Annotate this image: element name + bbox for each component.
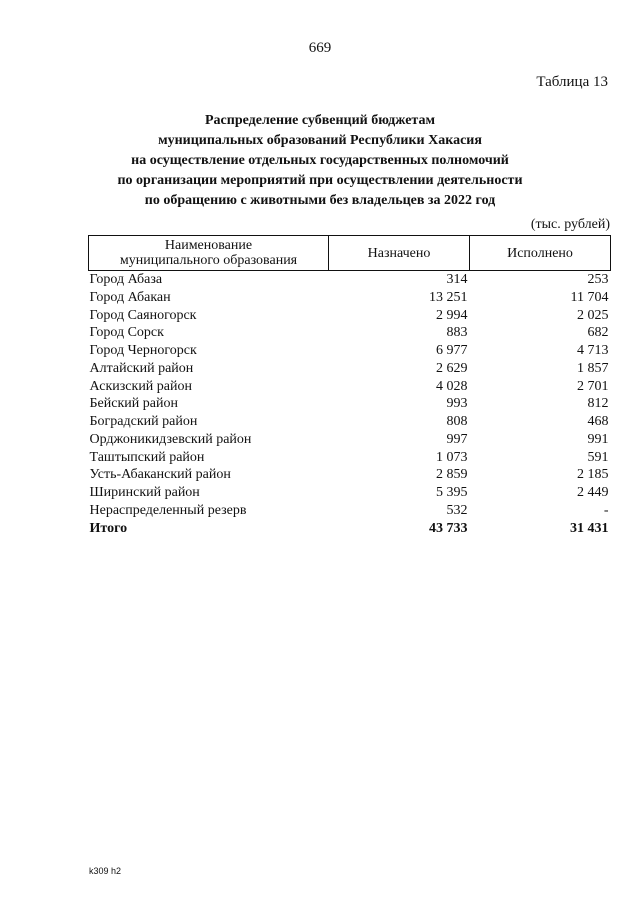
title-line: Распределение субвенций бюджетам [205, 113, 435, 128]
municipality-name: Орджоникидзевский район [89, 431, 252, 447]
executed-value: 4 713 [577, 343, 609, 358]
municipality-name: Таштыпский район [89, 449, 205, 465]
table-row [89, 289, 611, 307]
municipality-name: Город Сорск [89, 325, 164, 341]
assigned-value: 1 073 [436, 449, 468, 465]
table-row [89, 307, 611, 325]
header-municipality-line2: муниципального образования [119, 253, 298, 268]
table-row [89, 378, 611, 396]
table-row [89, 413, 611, 431]
municipality-name: Усть-Абаканский район [89, 467, 231, 483]
executed-value: 2 701 [577, 378, 609, 394]
table-row [89, 324, 611, 342]
executed-value: 11 704 [570, 289, 609, 305]
assigned-value: 5 395 [436, 485, 468, 500]
units-note: (тыс. рублей) [530, 217, 610, 232]
title-line: по обращению с животными без владельцев за 2022 год [144, 193, 496, 208]
executed-value: 1 857 [577, 360, 609, 376]
table-row [89, 360, 611, 378]
executed-value: 591 [587, 449, 609, 465]
header-municipality-line1: Наименование [164, 238, 253, 253]
municipality-name: Нераспределенный резерв [89, 502, 247, 518]
assigned-value: 4 028 [436, 378, 468, 394]
assigned-value: 808 [446, 414, 468, 429]
table-row [89, 431, 611, 449]
header-municipality [89, 236, 329, 271]
municipality-name: Ширинский район [89, 485, 200, 500]
executed-value: 253 [587, 272, 609, 287]
assigned-value: 6 977 [436, 343, 468, 358]
municipality-name: Город Абаза [89, 272, 163, 287]
executed-value: 991 [587, 431, 609, 447]
title-line: муниципальных образований Республики Хакасия [158, 133, 482, 148]
assigned-value: 2 629 [436, 360, 468, 376]
municipality-name: Город Абакан [89, 289, 171, 305]
document-title [80, 111, 560, 211]
table-total-row [89, 520, 611, 538]
executed-value: 682 [587, 325, 609, 341]
table-header-row [89, 236, 611, 271]
table-row [89, 449, 611, 467]
page-number: 669 [308, 40, 332, 56]
municipality-name: Итого [89, 520, 128, 536]
table-body [89, 271, 611, 538]
executed-value: - [603, 502, 609, 518]
municipality-name: Боградский район [89, 414, 198, 429]
table-row [89, 271, 611, 289]
table-row [89, 395, 611, 413]
assigned-value: 43 733 [429, 520, 468, 536]
executed-value: 468 [587, 414, 609, 429]
assigned-value: 997 [446, 431, 468, 447]
table-row [89, 466, 611, 484]
footer-code: k309 h2 [89, 866, 122, 876]
table-label: Таблица 13 [536, 74, 608, 90]
subventions-table [88, 235, 611, 537]
executed-value: 2 185 [577, 467, 609, 483]
title-line: по организации мероприятий при осуществлении деятельности [117, 173, 523, 188]
table-row [89, 484, 611, 502]
assigned-value: 13 251 [429, 289, 468, 305]
assigned-value: 314 [446, 272, 468, 287]
municipality-name: Алтайский район [89, 360, 194, 376]
assigned-value: 2 994 [436, 307, 468, 323]
executed-value: 2 025 [577, 307, 609, 323]
header-assigned: Назначено [329, 236, 470, 271]
assigned-value: 993 [446, 396, 468, 412]
assigned-value: 883 [446, 325, 468, 341]
municipality-name: Аскизский район [89, 378, 192, 394]
executed-value: 2 449 [577, 485, 609, 500]
table-row [89, 502, 611, 520]
municipality-name: Бейский район [89, 396, 178, 412]
municipality-name: Город Черногорск [89, 343, 197, 358]
table-row [89, 342, 611, 360]
header-executed: Исполнено [470, 236, 611, 271]
title-line: на осуществление отдельных государственных полномочий [131, 153, 509, 168]
assigned-value: 532 [446, 502, 468, 518]
municipality-name: Город Саяногорск [89, 307, 197, 323]
assigned-value: 2 859 [436, 467, 468, 483]
executed-value: 31 431 [570, 520, 609, 536]
executed-value: 812 [587, 396, 609, 412]
